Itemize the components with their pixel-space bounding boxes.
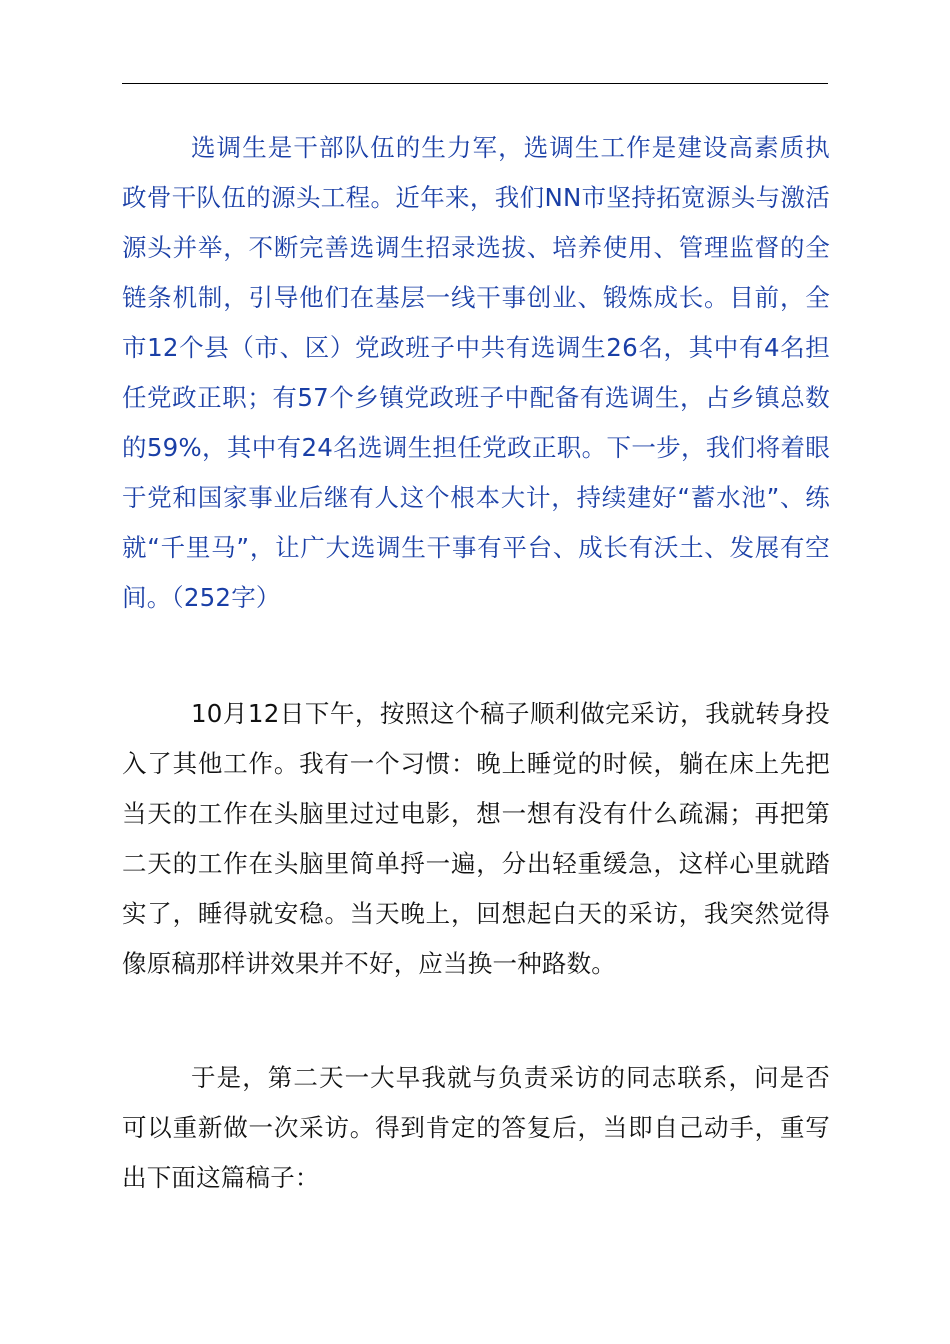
quoted-draft-paragraph: 选调生是干部队伍的生力军，选调生工作是建设高素质执政骨干队伍的源头工程。近年来，我们NN市坚持拓宽源头与激活源头并举，不断完善选调生招录选拔、培养使用、管理监督的全链条机制，引导他们在基层一线干事创业、锻炼成长。目前，全市12个县（市、区）党政班子中共有选调生26名，其中有4名担任党政正职；有57个乡镇党政班子中配备有选调生，占乡镇总数的59%，其中有24名选调生担任党政正职。下一步，我们将着眼于党和国家事业后继有人这个根本大计，持续建好“蓄水池”、练就“千里马”，让广大选调生干事有平台、成长有沃土、发展有空间。（252字） <box>122 133 830 612</box>
header-rule <box>122 83 828 84</box>
body-paragraph-3: 于是，第二天一大早我就与负责采访的同志联系，问是否可以重新做一次采访。得到肯定的答复后，当即自己动手，重写出下面这篇稿子： <box>122 1063 830 1192</box>
body-paragraph-2: 10月12日下午，按照这个稿子顺利做完采访，我就转身投入了其他工作。我有一个习惯：晚上睡觉的时候，躺在床上先把当天的工作在头脑里过过电影，想一想有没有什么疏漏；再把第二天的工作在头脑里简单捋一遍，分出轻重缓急，这样心里就踏实了，睡得就安稳。当天晚上，回想起白天的采访，我突然觉得像原稿那样讲效果并不好，应当换一种路数。 <box>122 699 830 978</box>
